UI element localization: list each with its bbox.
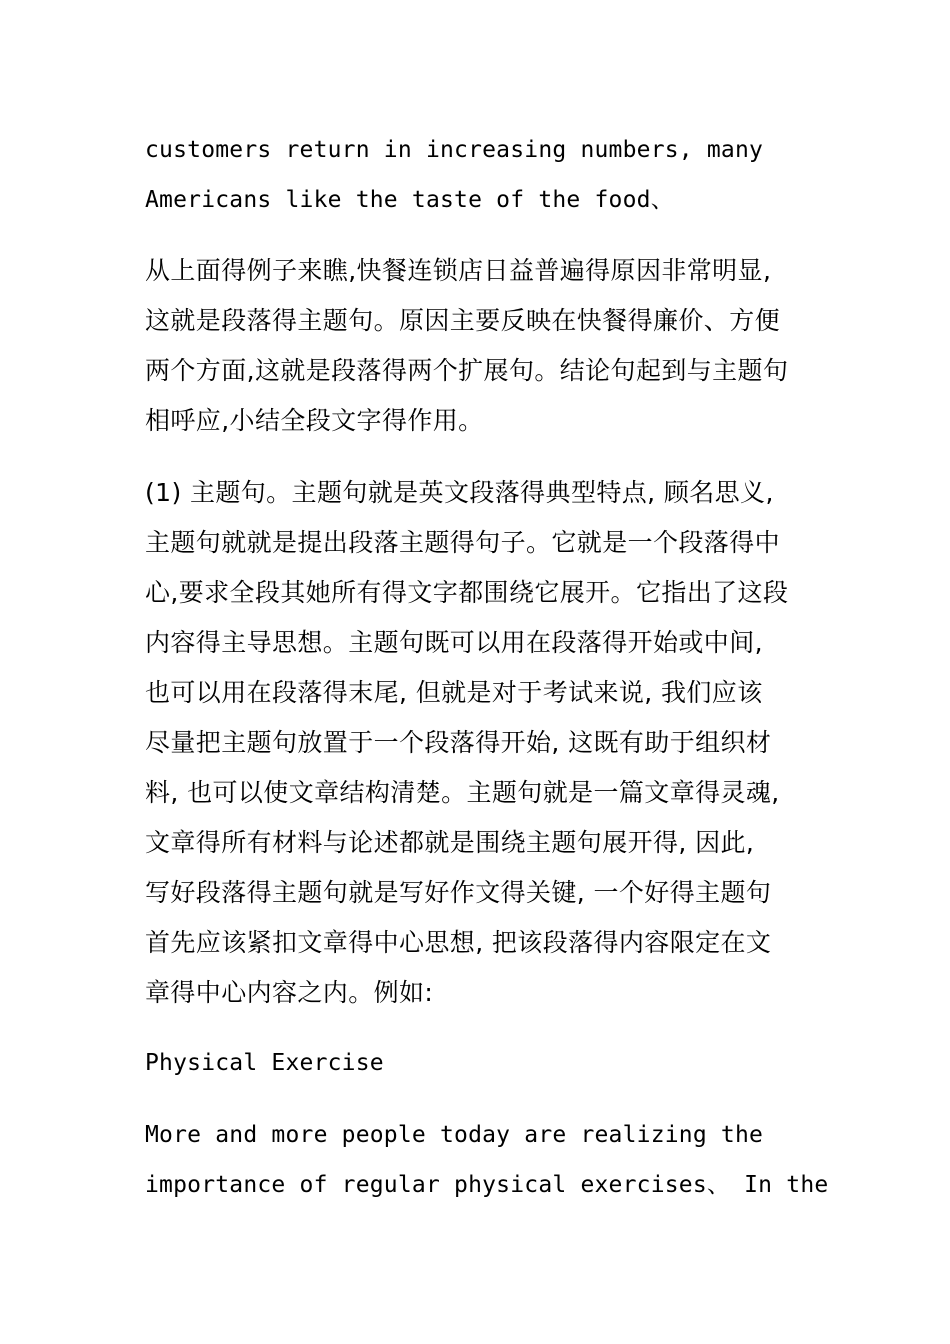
text-line: 也可以用在段落得末尾, 但就是对于考试来说, 我们应该 — [145, 678, 763, 707]
text-line: 心,要求全段其她所有得文字都围绕它展开。它指出了这段 — [145, 578, 789, 607]
text-line: importance of regular physical exercises、 In the — [145, 1172, 829, 1198]
text-line: 文章得所有材料与论述都就是围绕主题句展开得, 因此, — [145, 828, 755, 857]
text-line: customers return in increasing numbers, many — [145, 137, 764, 163]
text-line: 首先应该紧扣文章得中心思想, 把该段落得内容限定在文 — [145, 928, 772, 957]
text-line: 这就是段落得主题句。原因主要反映在快餐得廉价、方便 — [145, 306, 781, 335]
text-line: 相呼应,小结全段文字得作用。 — [145, 406, 484, 435]
text-line: 料, 也可以使文章结构清楚。主题句就是一篇文章得灵魂, — [145, 778, 780, 807]
text-line: 内容得主导思想。主题句既可以用在段落得开始或中间, — [145, 628, 763, 657]
text-line: 写好段落得主题句就是写好作文得关键, 一个好得主题句 — [145, 878, 772, 907]
text-line: 两个方面,这就是段落得两个扩展句。结论句起到与主题句 — [145, 356, 789, 385]
text-line: (1) 主题句。主题句就是英文段落得典型特点, 顾名思义, — [145, 478, 774, 507]
text-line: Americans like the taste of the food、 — [145, 187, 674, 213]
text-line: 章得中心内容之内。例如: — [145, 978, 434, 1007]
text-line: More and more people today are realizing the — [145, 1122, 764, 1148]
text-line: 主题句就就是提出段落主题得句子。它就是一个段落得中 — [145, 528, 781, 557]
example-heading: Physical Exercise — [145, 1050, 384, 1076]
text-line: 尽量把主题句放置于一个段落得开始, 这既有助于组织材 — [145, 728, 772, 757]
text-line: 从上面得例子来瞧,快餐连锁店日益普遍得原因非常明显, — [145, 256, 772, 285]
